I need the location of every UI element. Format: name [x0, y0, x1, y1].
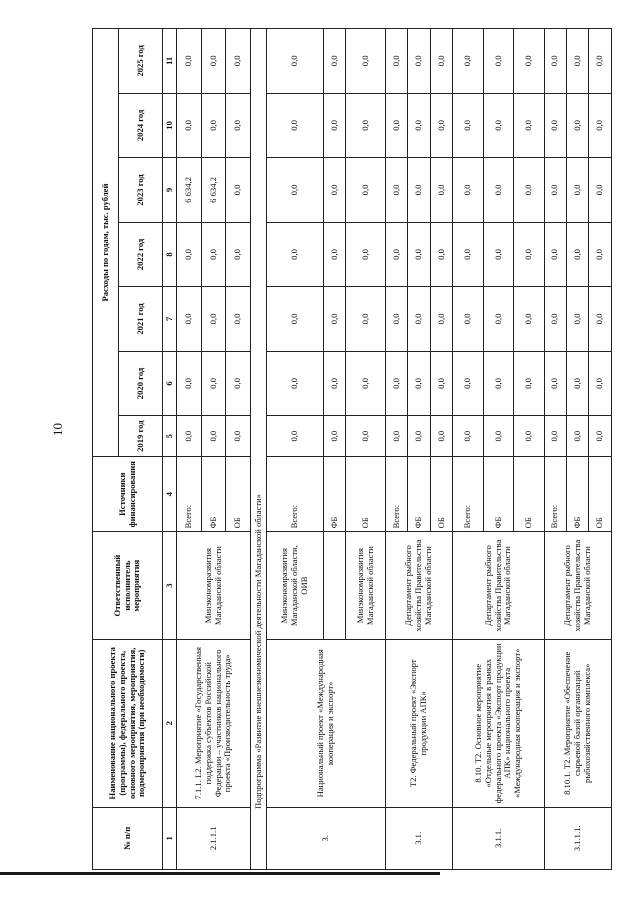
- year-value: 0,0: [177, 93, 202, 158]
- row-source: ФБ: [483, 457, 513, 532]
- header-year: 2024 год: [119, 93, 163, 158]
- year-value: 0,0: [567, 93, 589, 158]
- year-value: 0,0: [544, 29, 566, 94]
- year-value: 0,0: [323, 93, 345, 158]
- year-value: 0,0: [346, 287, 386, 352]
- year-value: 0,0: [386, 222, 408, 287]
- year-value: 0,0: [589, 158, 612, 223]
- year-value: 0,0: [267, 287, 324, 352]
- year-value: 6 634,2: [177, 158, 202, 223]
- year-value: 0,0: [386, 351, 408, 416]
- year-value: 0,0: [408, 416, 430, 457]
- year-value: 0,0: [177, 287, 202, 352]
- row-number: 3.1.1.1.: [544, 807, 611, 869]
- year-value: 0,0: [453, 287, 483, 352]
- year-value: 0,0: [177, 351, 202, 416]
- year-value: 0,0: [346, 222, 386, 287]
- year-value: 0,0: [386, 158, 408, 223]
- column-index-cell: 10: [163, 93, 177, 158]
- row-name: 8.10. Т2. Основное мероприятие «Отдельные мероприятия в рамках федерального проекта «Экспорт продукции АПК» национального проекта «Международная кооперация и экспорт»: [453, 639, 544, 807]
- year-value: 0,0: [453, 351, 483, 416]
- subprogram-row: [251, 29, 267, 870]
- year-value: 0,0: [453, 29, 483, 94]
- year-value: 0,0: [514, 222, 544, 287]
- header-year: 2019 год: [119, 416, 163, 457]
- year-value: 0,0: [589, 29, 612, 94]
- year-value: 0,0: [408, 93, 430, 158]
- page-number: 10: [50, 423, 65, 436]
- row-responsible: Департамент рыбного хозяйства Правительства Магаданской области: [453, 532, 544, 640]
- year-value: 0,0: [267, 158, 324, 223]
- year-value: 0,0: [177, 416, 202, 457]
- year-value: 0,0: [346, 29, 386, 94]
- year-value: 0,0: [589, 416, 612, 457]
- year-value: 0,0: [544, 93, 566, 158]
- year-value: 0,0: [430, 351, 452, 416]
- year-value: 0,0: [567, 351, 589, 416]
- year-value: 0,0: [226, 222, 251, 287]
- year-value: 0,0: [267, 416, 324, 457]
- row-source: Всего:: [177, 457, 202, 532]
- year-value: 0,0: [177, 29, 202, 94]
- year-value: 0,0: [453, 93, 483, 158]
- row-source: ОБ: [226, 457, 251, 532]
- header-year: 2022 год: [119, 222, 163, 287]
- year-value: 0,0: [430, 222, 452, 287]
- table-row: [453, 29, 483, 870]
- year-value: 0,0: [453, 158, 483, 223]
- row-number: 2.1.1.1: [177, 807, 251, 869]
- column-index-cell: 5: [163, 416, 177, 457]
- year-value: 0,0: [346, 416, 386, 457]
- year-value: 0,0: [567, 29, 589, 94]
- year-value: 0,0: [589, 287, 612, 352]
- row-source: Всего:: [544, 457, 566, 532]
- year-value: 0,0: [544, 158, 566, 223]
- year-value: 0,0: [346, 93, 386, 158]
- header-year: 2025 год: [119, 29, 163, 94]
- year-value: 0,0: [567, 416, 589, 457]
- column-index-cell: 9: [163, 158, 177, 223]
- header-responsible: Ответственный исполнитель мероприятия: [93, 532, 163, 640]
- year-value: 0,0: [514, 351, 544, 416]
- row-source: ОБ: [514, 457, 544, 532]
- year-value: 0,0: [267, 29, 324, 94]
- year-value: 0,0: [346, 351, 386, 416]
- row-source: ФБ: [567, 457, 589, 532]
- row-responsible: Минэкономразвития Магаданской области, ОИВ: [267, 532, 324, 640]
- year-value: 0,0: [226, 93, 251, 158]
- year-value: 0,0: [323, 222, 345, 287]
- year-value: 0,0: [544, 351, 566, 416]
- year-value: 0,0: [201, 29, 226, 94]
- year-value: 0,0: [514, 158, 544, 223]
- year-value: 0,0: [483, 93, 513, 158]
- year-value: 0,0: [453, 416, 483, 457]
- year-value: 0,0: [453, 222, 483, 287]
- year-value: 0,0: [323, 287, 345, 352]
- header-num: № п/п: [93, 807, 163, 869]
- row-responsible: Департамент рыбного хозяйства Правительства Магаданской области: [386, 532, 453, 640]
- year-value: 0,0: [430, 416, 452, 457]
- year-value: 0,0: [226, 287, 251, 352]
- year-value: 0,0: [567, 222, 589, 287]
- column-index-cell: 7: [163, 287, 177, 352]
- year-value: 0,0: [514, 287, 544, 352]
- row-source: ОБ: [346, 457, 386, 532]
- rotated-page-content: [92, 28, 612, 870]
- row-name: 8.10.1. Т2. Мероприятие «Обеспечение сырьевой базой организаций рыбохозяйственного комплекса»: [544, 639, 611, 807]
- header-year: 2020 год: [119, 351, 163, 416]
- scan-edge-line: [0, 872, 440, 875]
- row-number: 3.: [267, 807, 386, 869]
- column-index-cell: 2: [163, 639, 177, 807]
- year-value: 0,0: [386, 287, 408, 352]
- header-year: 2023 год: [119, 158, 163, 223]
- year-value: 6 634,2: [201, 158, 226, 223]
- table-header: [93, 29, 177, 870]
- row-responsible: [323, 532, 345, 640]
- year-value: 0,0: [430, 158, 452, 223]
- year-value: 0,0: [267, 222, 324, 287]
- year-value: 0,0: [346, 158, 386, 223]
- year-value: 0,0: [226, 29, 251, 94]
- subprogram-title: Подпрограмма «Развитие внешнеэкономической деятельности Магаданской области»: [251, 29, 267, 870]
- row-source: Всего:: [386, 457, 408, 532]
- year-value: 0,0: [589, 351, 612, 416]
- year-value: 0,0: [267, 93, 324, 158]
- table-row: [544, 29, 566, 870]
- table-row: [386, 29, 408, 870]
- year-value: 0,0: [514, 416, 544, 457]
- row-responsible: Департамент рыбного хозяйства Правительства Магаданской области: [544, 532, 611, 640]
- column-index-cell: 1: [163, 807, 177, 869]
- column-index-row: [163, 29, 177, 870]
- year-value: 0,0: [386, 416, 408, 457]
- year-value: 0,0: [544, 222, 566, 287]
- row-responsible: Минэкономразвития Магаданской области: [346, 532, 386, 640]
- year-value: 0,0: [201, 287, 226, 352]
- year-value: 0,0: [323, 158, 345, 223]
- year-value: 0,0: [430, 287, 452, 352]
- year-value: 0,0: [323, 351, 345, 416]
- year-value: 0,0: [323, 416, 345, 457]
- row-number: 3.1.1.: [453, 807, 544, 869]
- header-source: Источники финансирования: [93, 457, 163, 532]
- year-value: 0,0: [514, 93, 544, 158]
- year-value: 0,0: [267, 351, 324, 416]
- row-source: ФБ: [201, 457, 226, 532]
- year-value: 0,0: [408, 222, 430, 287]
- row-source: ФБ: [408, 457, 430, 532]
- row-name: 7.1.1. L2. Мероприятие «Государственная поддержка субъектов Российской Федерации – участников национального проекта «Производительность труда»: [177, 639, 251, 807]
- year-value: 0,0: [483, 222, 513, 287]
- year-value: 0,0: [226, 416, 251, 457]
- header-year: 2021 год: [119, 287, 163, 352]
- year-value: 0,0: [408, 158, 430, 223]
- column-index-cell: 4: [163, 457, 177, 532]
- column-index-cell: 8: [163, 222, 177, 287]
- budget-table: [92, 28, 612, 870]
- year-value: 0,0: [386, 29, 408, 94]
- year-value: 0,0: [514, 29, 544, 94]
- column-index-cell: 3: [163, 532, 177, 640]
- year-value: 0,0: [483, 351, 513, 416]
- year-value: 0,0: [483, 416, 513, 457]
- year-value: 0,0: [408, 351, 430, 416]
- year-value: 0,0: [201, 222, 226, 287]
- row-responsible: Минэкономразвития Магаданской области: [177, 532, 251, 640]
- row-name: Национальный проект «Международная кооперация и экспорт»: [267, 639, 386, 807]
- year-value: 0,0: [226, 351, 251, 416]
- year-value: 0,0: [430, 93, 452, 158]
- row-source: Всего:: [267, 457, 324, 532]
- column-index-cell: 6: [163, 351, 177, 416]
- table-row: [177, 29, 202, 870]
- year-value: 0,0: [201, 93, 226, 158]
- year-value: 0,0: [430, 29, 452, 94]
- row-source: Всего:: [453, 457, 483, 532]
- year-value: 0,0: [567, 158, 589, 223]
- year-value: 0,0: [544, 287, 566, 352]
- table-body: [177, 29, 612, 870]
- year-value: 0,0: [483, 158, 513, 223]
- table-row: [267, 29, 324, 870]
- year-value: 0,0: [177, 222, 202, 287]
- year-value: 0,0: [544, 416, 566, 457]
- year-value: 0,0: [567, 287, 589, 352]
- row-number: 3.1.: [386, 807, 453, 869]
- row-source: ОБ: [589, 457, 612, 532]
- header-expenses: Расходы по годам, тыс. рублей: [93, 29, 119, 457]
- year-value: 0,0: [408, 29, 430, 94]
- year-value: 0,0: [386, 93, 408, 158]
- year-value: 0,0: [408, 287, 430, 352]
- year-value: 0,0: [201, 416, 226, 457]
- column-index-cell: 11: [163, 29, 177, 94]
- header-name: Наименование национального проекта (программы), федерального проекта, основного мероприятия, мероприятия, подмероприятия (при необходимости): [93, 639, 163, 807]
- year-value: 0,0: [589, 93, 612, 158]
- year-value: 0,0: [483, 287, 513, 352]
- row-source: ФБ: [323, 457, 345, 532]
- year-value: 0,0: [323, 29, 345, 94]
- row-source: ОБ: [430, 457, 452, 532]
- year-value: 0,0: [226, 158, 251, 223]
- row-name: Т2. Федеральный проект «Экспорт продукции АПК»: [386, 639, 453, 807]
- year-value: 0,0: [201, 351, 226, 416]
- year-value: 0,0: [589, 222, 612, 287]
- year-value: 0,0: [483, 29, 513, 94]
